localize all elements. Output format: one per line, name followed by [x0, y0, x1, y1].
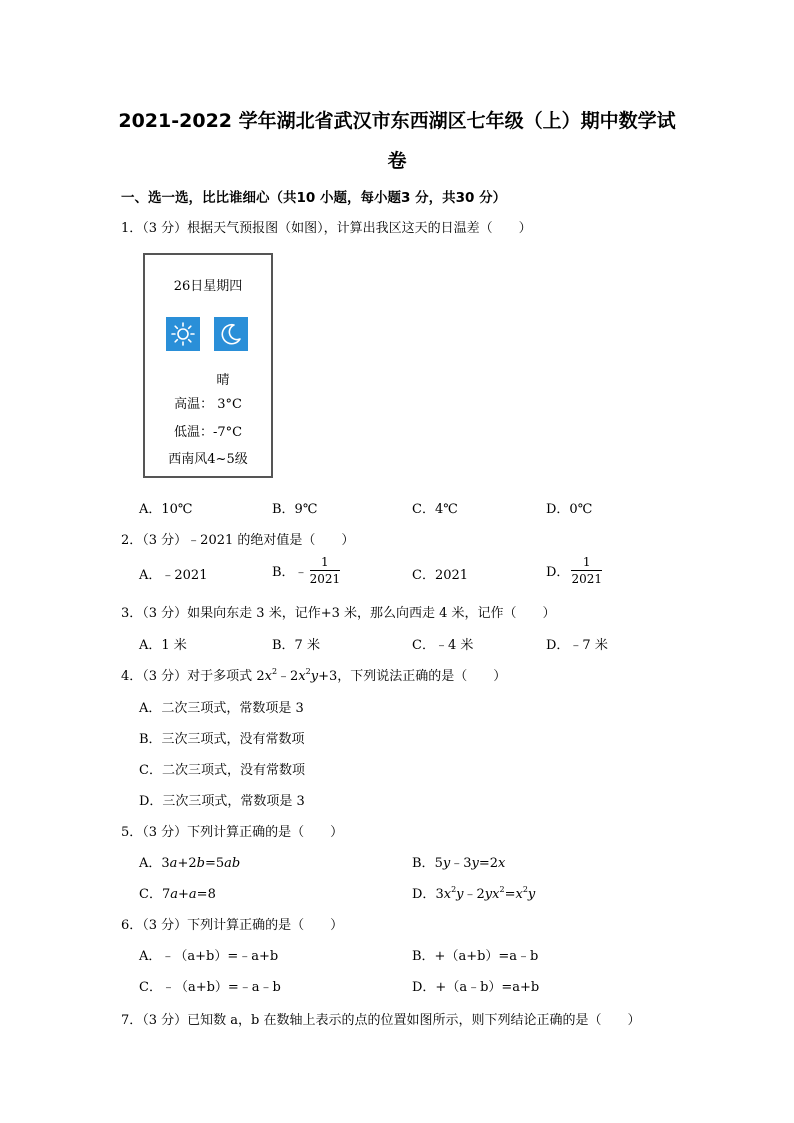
section-heading: 一、选一选，比比谁细心（共10 小题，每小题3 分，共30 分）	[121, 190, 507, 206]
q6-option-d[interactable]: D．+（a﹣b）=a+b	[412, 980, 540, 995]
q4-polynomial: $2x^2﹣2x^2y+3$	[256, 667, 338, 684]
q2-option-b-label: B．﹣	[272, 565, 308, 580]
q2-option-d-label: D．	[546, 565, 570, 580]
q1-option-a[interactable]: A．10℃	[139, 502, 193, 517]
q6-option-b[interactable]: B．+（a+b）=a﹣b	[412, 949, 539, 964]
exam-title-line2: 卷	[387, 150, 407, 172]
q2-option-b[interactable]	[272, 556, 342, 585]
q3-option-a[interactable]: A．1 米	[139, 638, 187, 653]
question-5-stem: 5．（3 分）下列计算正确的是（ ）	[121, 825, 344, 840]
q3-option-c[interactable]: C．﹣4 米	[412, 638, 474, 653]
question-2-stem: 2．（3 分）﹣2021 的绝对值是（ ）	[121, 533, 355, 548]
q5-option-a-label: A．	[139, 856, 162, 871]
fraction-numerator: 1	[310, 556, 341, 571]
q4-stem-prefix: 4．（3 分）对于多项式	[121, 669, 257, 684]
fraction-denominator: 2021	[571, 572, 602, 586]
q2-option-a[interactable]: A．﹣2021	[139, 568, 208, 583]
question-7-stem: 7．（3 分）已知数 a，b 在数轴上表示的点的位置如图所示，则下列结论正确的是（ ）	[121, 1013, 641, 1028]
weather-date: 26日星期四	[173, 279, 243, 294]
sun-icon	[166, 317, 200, 351]
q5-option-b[interactable]: B．5y﹣3y=2x	[412, 856, 506, 871]
q2-option-d[interactable]	[546, 556, 604, 585]
question-1-stem: 1．（3 分）根据天气预报图（如图），计算出我区这天的日温差（ ）	[121, 221, 532, 236]
q6-option-c[interactable]: C．﹣（a+b）=﹣a﹣b	[139, 980, 281, 995]
q4-stem-suffix: ，下列说法正确的是（ ）	[337, 669, 507, 684]
fraction	[571, 556, 602, 585]
q1-option-b[interactable]: B．9℃	[272, 502, 318, 517]
q5-option-c-label: C．	[139, 887, 162, 902]
weather-wind: 西南风4~5级	[168, 452, 248, 467]
q4-option-c[interactable]: C．二次三项式，没有常数项	[139, 763, 305, 778]
q4-option-d[interactable]: D．三次三项式，常数项是 3	[139, 794, 305, 809]
q3-option-b[interactable]: B．7 米	[272, 638, 320, 653]
q5-option-d[interactable]: D．$3x^2y﹣2yx^2=x^2y$	[412, 885, 536, 902]
weather-condition: 晴	[216, 373, 230, 388]
weather-high: 高温： 3°C	[174, 397, 242, 412]
q5-option-b-label: B．	[412, 856, 435, 871]
fraction-denominator: 2021	[309, 572, 341, 586]
q1-option-d[interactable]: D．0℃	[546, 502, 593, 517]
q2-option-c[interactable]: C．2021	[412, 568, 469, 583]
fraction	[310, 556, 341, 585]
fraction-numerator: 1	[571, 556, 602, 571]
q6-option-a[interactable]: A．﹣（a+b）=﹣a+b	[139, 949, 279, 964]
question-6-stem: 6．（3 分）下列计算正确的是（ ）	[121, 918, 344, 933]
weather-forecast-card	[143, 253, 273, 478]
question-4-stem	[121, 665, 506, 684]
q1-option-c[interactable]: C．4℃	[412, 502, 458, 517]
q3-option-d[interactable]: D．﹣7 米	[546, 638, 608, 653]
question-3-stem: 3．（3 分）如果向东走 3 米，记作+3 米，那么向西走 4 米，记作（ ）	[121, 606, 556, 621]
q4-option-b[interactable]: B．三次三项式，没有常数项	[139, 732, 305, 747]
moon-icon	[214, 317, 248, 351]
q4-option-a[interactable]: A．二次三项式，常数项是 3	[139, 701, 304, 716]
q5-option-c[interactable]: C．7a+a=8	[139, 887, 216, 902]
q5-option-d-label: D．	[412, 887, 436, 902]
q5-option-a[interactable]: A．3a+2b=5ab	[139, 856, 241, 871]
exam-title-line1: 2021-2022 学年湖北省武汉市东西湖区七年级（上）期中数学试	[118, 110, 676, 132]
weather-low: 低温：-7°C	[173, 425, 243, 440]
